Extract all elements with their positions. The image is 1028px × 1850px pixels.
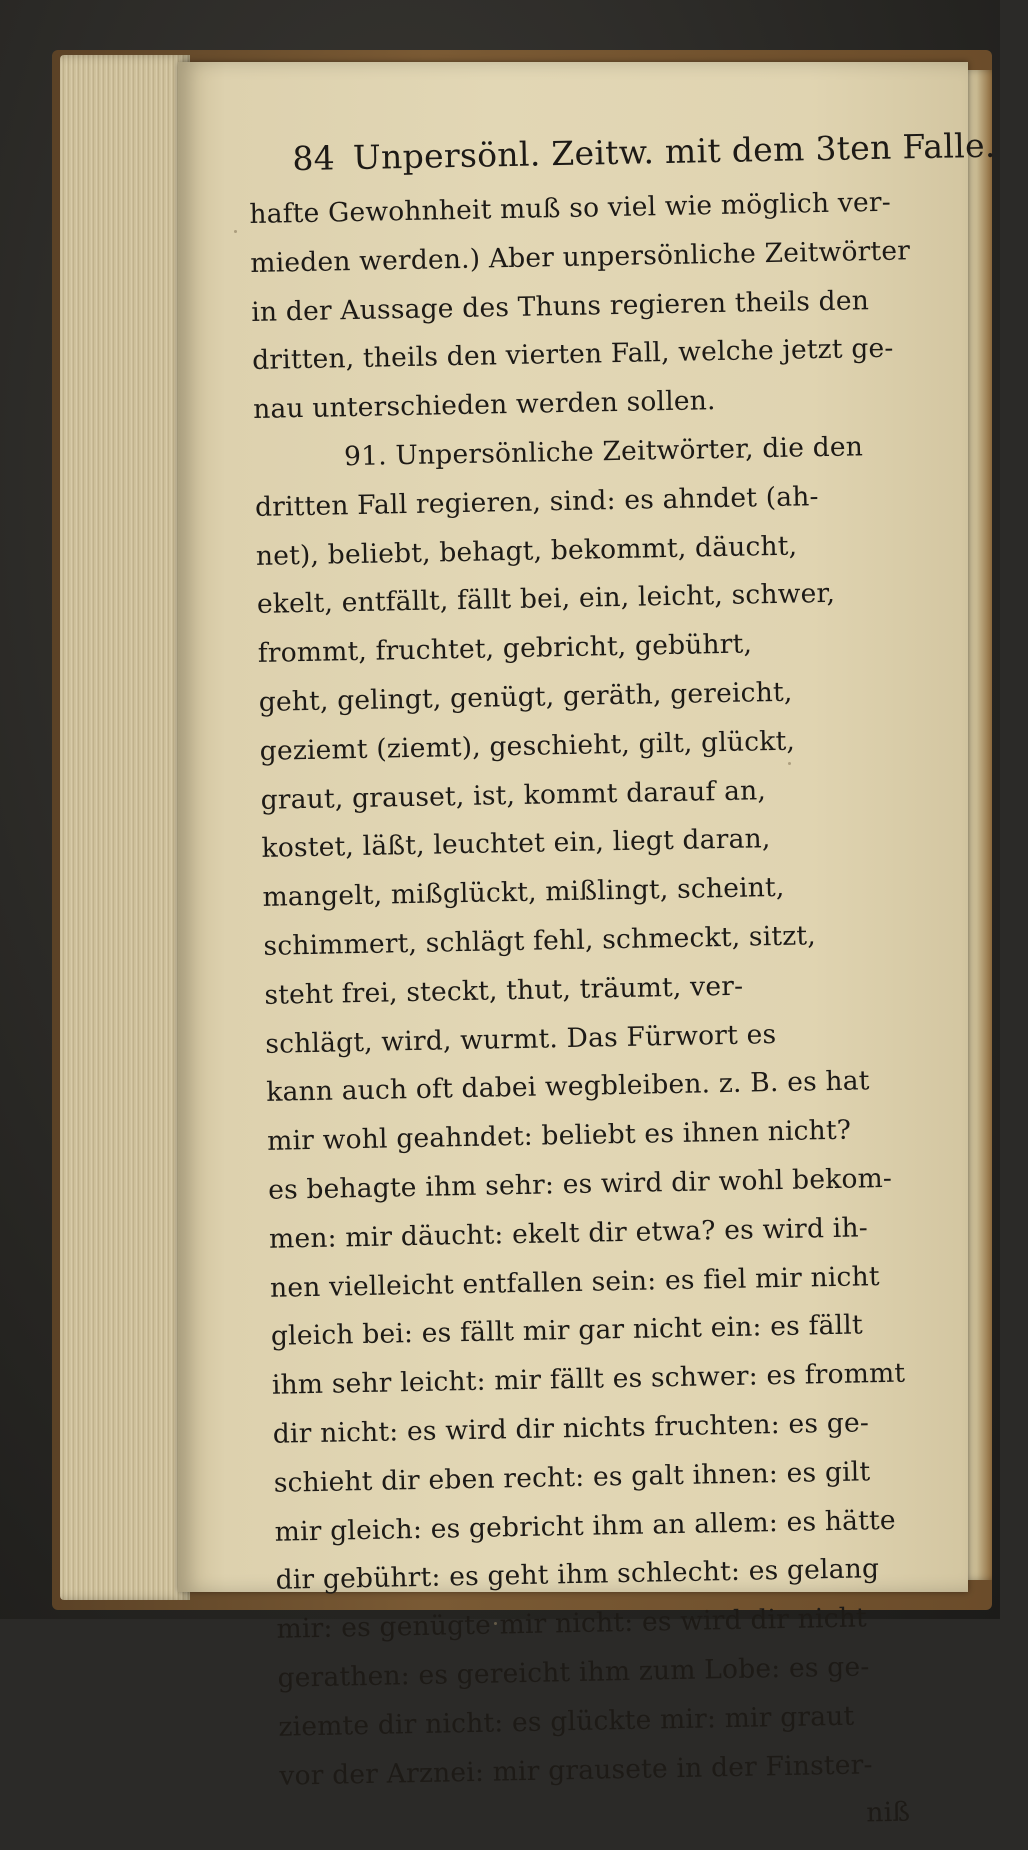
text-line: dritten, theils den vierten Fall, welche jetzt ge- [251,333,894,377]
page-text [248,125,997,1849]
page-number: 84 [291,138,336,179]
text-line: hafte Gewohnheit muß so viel wie möglich ver- [249,186,892,230]
text-line: ihm sehr leicht: mir fällt es schwer: es frommt [271,1357,906,1401]
text-line: schieht dir eben recht: es galt ihnen: es gilt [273,1456,871,1499]
text-line: geht, gelingt, genügt, geräth, gereicht, [258,676,793,718]
text-line: graut, grauset, ist, kommt darauf an, [260,774,767,816]
catchword: niß [866,1796,911,1829]
text-line: kostet, läßt, leuchtet ein, liegt daran, [261,823,771,865]
text-line: mir gleich: es gebricht ihm an allem: es hätte [274,1504,896,1548]
text-line: mir wohl geahndet: beliebt es ihnen nicht? [266,1114,852,1157]
paragraph-start: 91. Unpersönliche Zeitwörter, die den [343,431,864,473]
text-line: dir nicht: es wird dir nichts fruchten: es ge- [272,1407,870,1450]
text-line: dritten Fall regieren, sind: es ahndet (ah- [254,480,819,523]
text-line: kann auch oft dabei wegbleiben. z. B. es hat [265,1065,870,1109]
text-line: schimmert, schlägt fehl, schmeckt, sitzt, [263,920,817,962]
text-line: mieden werden.) Aber unpersönliche Zeitwörter [250,235,911,279]
text-line: gerathen: es gereicht ihm zum Lobe: es ge- [277,1651,870,1694]
text-line: es behagte ihm sehr: es wird dir wohl bekom- [267,1162,893,1206]
text-line: frommt, fruchtet, gebricht, gebührt, [257,628,753,670]
text-line: mir: es genügte mir nicht: es wird dir nicht [276,1602,868,1645]
text-line: dir gebührt: es geht ihm schlecht: es gelang [275,1553,880,1597]
text-line: in der Aussage des Thuns regieren theils den [251,284,870,328]
text-line: net), beliebt, behagt, bekommt, däucht, [255,530,798,572]
book-page [178,62,997,1829]
text-line: nau unterschieden werden sollen. [252,385,716,426]
text-line: men: mir däucht: ekelt dir etwa? es wird ih- [268,1212,869,1255]
text-line: ekelt, entfällt, fällt bei, ein, leicht, schwer, [256,578,836,621]
text-line: geziemt (ziemt), geschieht, gilt, glückt, [259,725,796,767]
running-header [291,125,997,179]
text-line: schlägt, wird, wurmt. Das Fürwort es [265,1018,777,1060]
text-line: mangelt, mißglückt, mißlingt, scheint, [262,871,785,914]
text-line: gleich bei: es fällt mir gar nicht ein: es fällt [270,1309,864,1353]
text-line: ziemte dir nicht: es glückte mir: mir graut [278,1700,855,1743]
running-head-title: Unpersönl. Zeitw. mit dem 3ten Falle. [352,125,997,177]
text-line: steht frei, steckt, thut, träumt, ver- [264,970,744,1011]
text-line: vor der Arznei: mir grausete in der Finster- [279,1748,873,1792]
paper-speck [234,230,237,233]
text-line: nen vielleicht entfallen sein: es fiel mir nicht [269,1260,880,1304]
page-edges [60,55,190,1600]
